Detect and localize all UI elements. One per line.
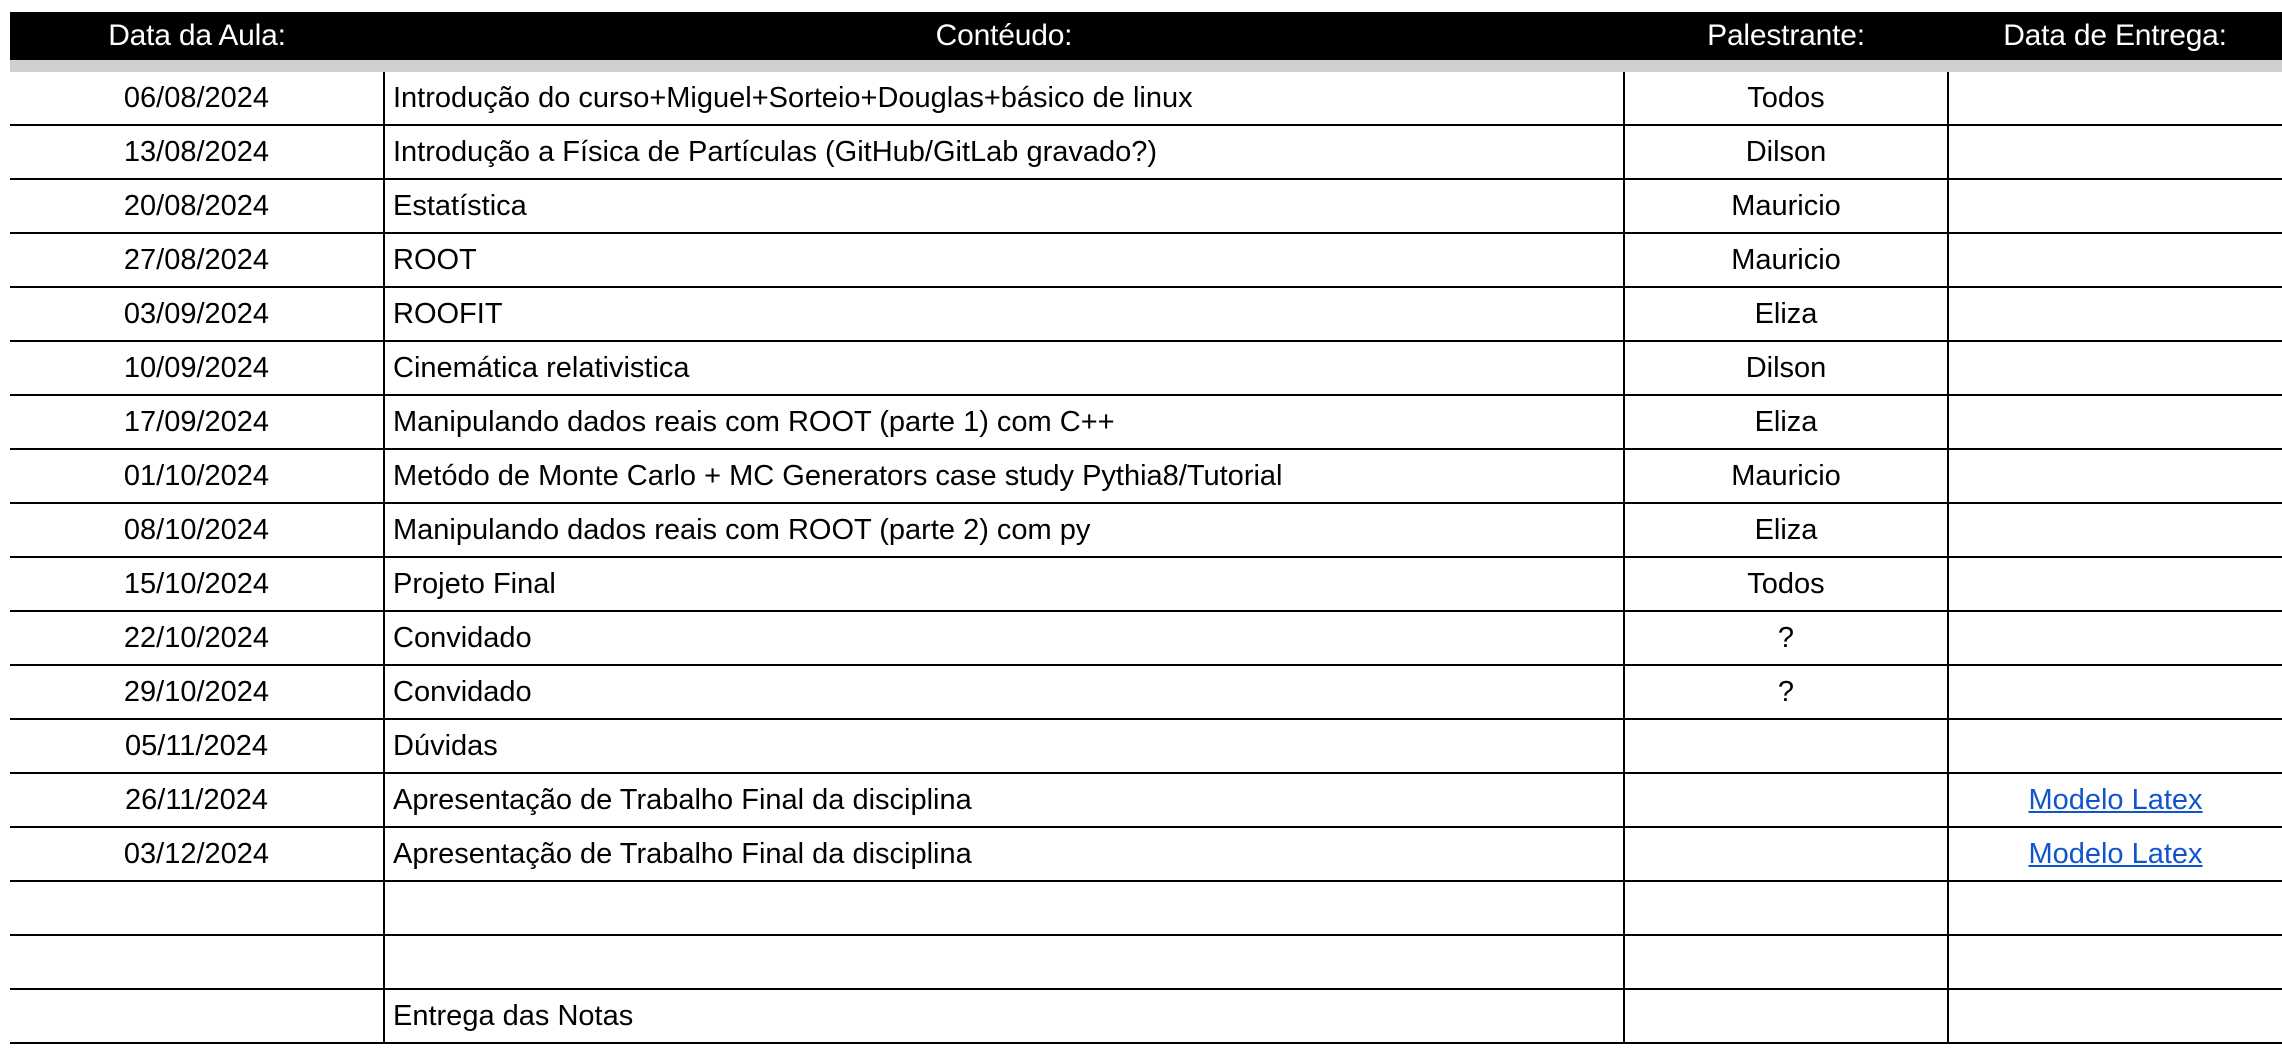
header-delivery: Data de Entrega: [1948,12,2282,66]
table-row [10,233,2282,287]
cell-speaker: ? [1624,611,1948,665]
header-date: Data da Aula: [10,12,384,66]
cell-speaker: Todos [1624,557,1948,611]
cell-date: 03/09/2024 [10,287,384,341]
cell-date: 10/09/2024 [10,341,384,395]
cell-delivery [1948,503,2282,557]
cell-date: 06/08/2024 [10,66,384,125]
cell-content: Metódo de Monte Carlo + MC Generators case study Pythia8/Tutorial [384,449,1624,503]
cell-content: Projeto Final [384,557,1624,611]
table-row [10,665,2282,719]
cell-content: Cinemática relativistica [384,341,1624,395]
table-row [10,66,2282,125]
cell-delivery [1948,935,2282,989]
table-row [10,935,2282,989]
cell-delivery [1948,66,2282,125]
cell-speaker [1624,719,1948,773]
table-row [10,557,2282,611]
cell-content: Estatística [384,179,1624,233]
cell-date: 03/12/2024 [10,827,384,881]
cell-content: Introdução do curso+Miguel+Sorteio+Douglas+básico de linux [384,66,1624,125]
cell-delivery [1948,989,2282,1043]
cell-date: 17/09/2024 [10,395,384,449]
table-row [10,449,2282,503]
cell-date: 13/08/2024 [10,125,384,179]
table-row [10,989,2282,1043]
cell-content: ROOT [384,233,1624,287]
table-row [10,827,2282,881]
cell-date: 01/10/2024 [10,449,384,503]
cell-content: Entrega das Notas [384,989,1624,1043]
schedule-table [10,12,2282,1044]
table-row [10,773,2282,827]
cell-date [10,989,384,1043]
cell-delivery [1948,557,2282,611]
cell-date: 05/11/2024 [10,719,384,773]
cell-speaker: Dilson [1624,341,1948,395]
cell-speaker: Todos [1624,66,1948,125]
cell-delivery [1948,665,2282,719]
cell-delivery [1948,233,2282,287]
table-row [10,341,2282,395]
table-row [10,125,2282,179]
table-row [10,611,2282,665]
cell-date: 26/11/2024 [10,773,384,827]
cell-delivery [1948,449,2282,503]
cell-speaker: ? [1624,665,1948,719]
cell-delivery [1948,179,2282,233]
cell-delivery [1948,827,2282,881]
cell-speaker [1624,827,1948,881]
cell-content: Convidado [384,611,1624,665]
cell-content: ROOFIT [384,287,1624,341]
cell-speaker: Eliza [1624,395,1948,449]
cell-delivery [1948,395,2282,449]
table-body [10,66,2282,1043]
schedule-table-wrapper [10,12,2282,1044]
table-row [10,719,2282,773]
modelo-latex-link[interactable]: Modelo Latex [2028,837,2203,870]
cell-speaker: Dilson [1624,125,1948,179]
cell-delivery [1948,773,2282,827]
cell-speaker [1624,935,1948,989]
table-row [10,179,2282,233]
cell-date: 27/08/2024 [10,233,384,287]
cell-date [10,881,384,935]
header-speaker: Palestrante: [1624,12,1948,66]
cell-delivery [1948,719,2282,773]
cell-speaker [1624,989,1948,1043]
header-content: Contéudo: [384,12,1624,66]
cell-content: Introdução a Física de Partículas (GitHub/GitLab gravado?) [384,125,1624,179]
cell-delivery [1948,611,2282,665]
cell-speaker [1624,881,1948,935]
cell-content: Manipulando dados reais com ROOT (parte 2) com py [384,503,1624,557]
cell-date [10,935,384,989]
cell-content [384,881,1624,935]
cell-delivery [1948,341,2282,395]
cell-speaker: Eliza [1624,503,1948,557]
cell-content: Dúvidas [384,719,1624,773]
cell-content [384,935,1624,989]
table-row [10,503,2282,557]
cell-delivery [1948,125,2282,179]
cell-date: 22/10/2024 [10,611,384,665]
cell-speaker [1624,773,1948,827]
cell-content: Manipulando dados reais com ROOT (parte 1) com C++ [384,395,1624,449]
cell-speaker: Mauricio [1624,233,1948,287]
modelo-latex-link[interactable]: Modelo Latex [2028,783,2203,816]
cell-content: Convidado [384,665,1624,719]
cell-speaker: Mauricio [1624,449,1948,503]
cell-date: 20/08/2024 [10,179,384,233]
cell-speaker: Eliza [1624,287,1948,341]
table-row [10,395,2282,449]
cell-delivery [1948,881,2282,935]
table-row [10,287,2282,341]
table-row [10,881,2282,935]
cell-content: Apresentação de Trabalho Final da disciplina [384,827,1624,881]
cell-date: 29/10/2024 [10,665,384,719]
header-row [10,12,2282,66]
cell-speaker: Mauricio [1624,179,1948,233]
cell-content: Apresentação de Trabalho Final da disciplina [384,773,1624,827]
cell-delivery [1948,287,2282,341]
cell-date: 15/10/2024 [10,557,384,611]
cell-date: 08/10/2024 [10,503,384,557]
